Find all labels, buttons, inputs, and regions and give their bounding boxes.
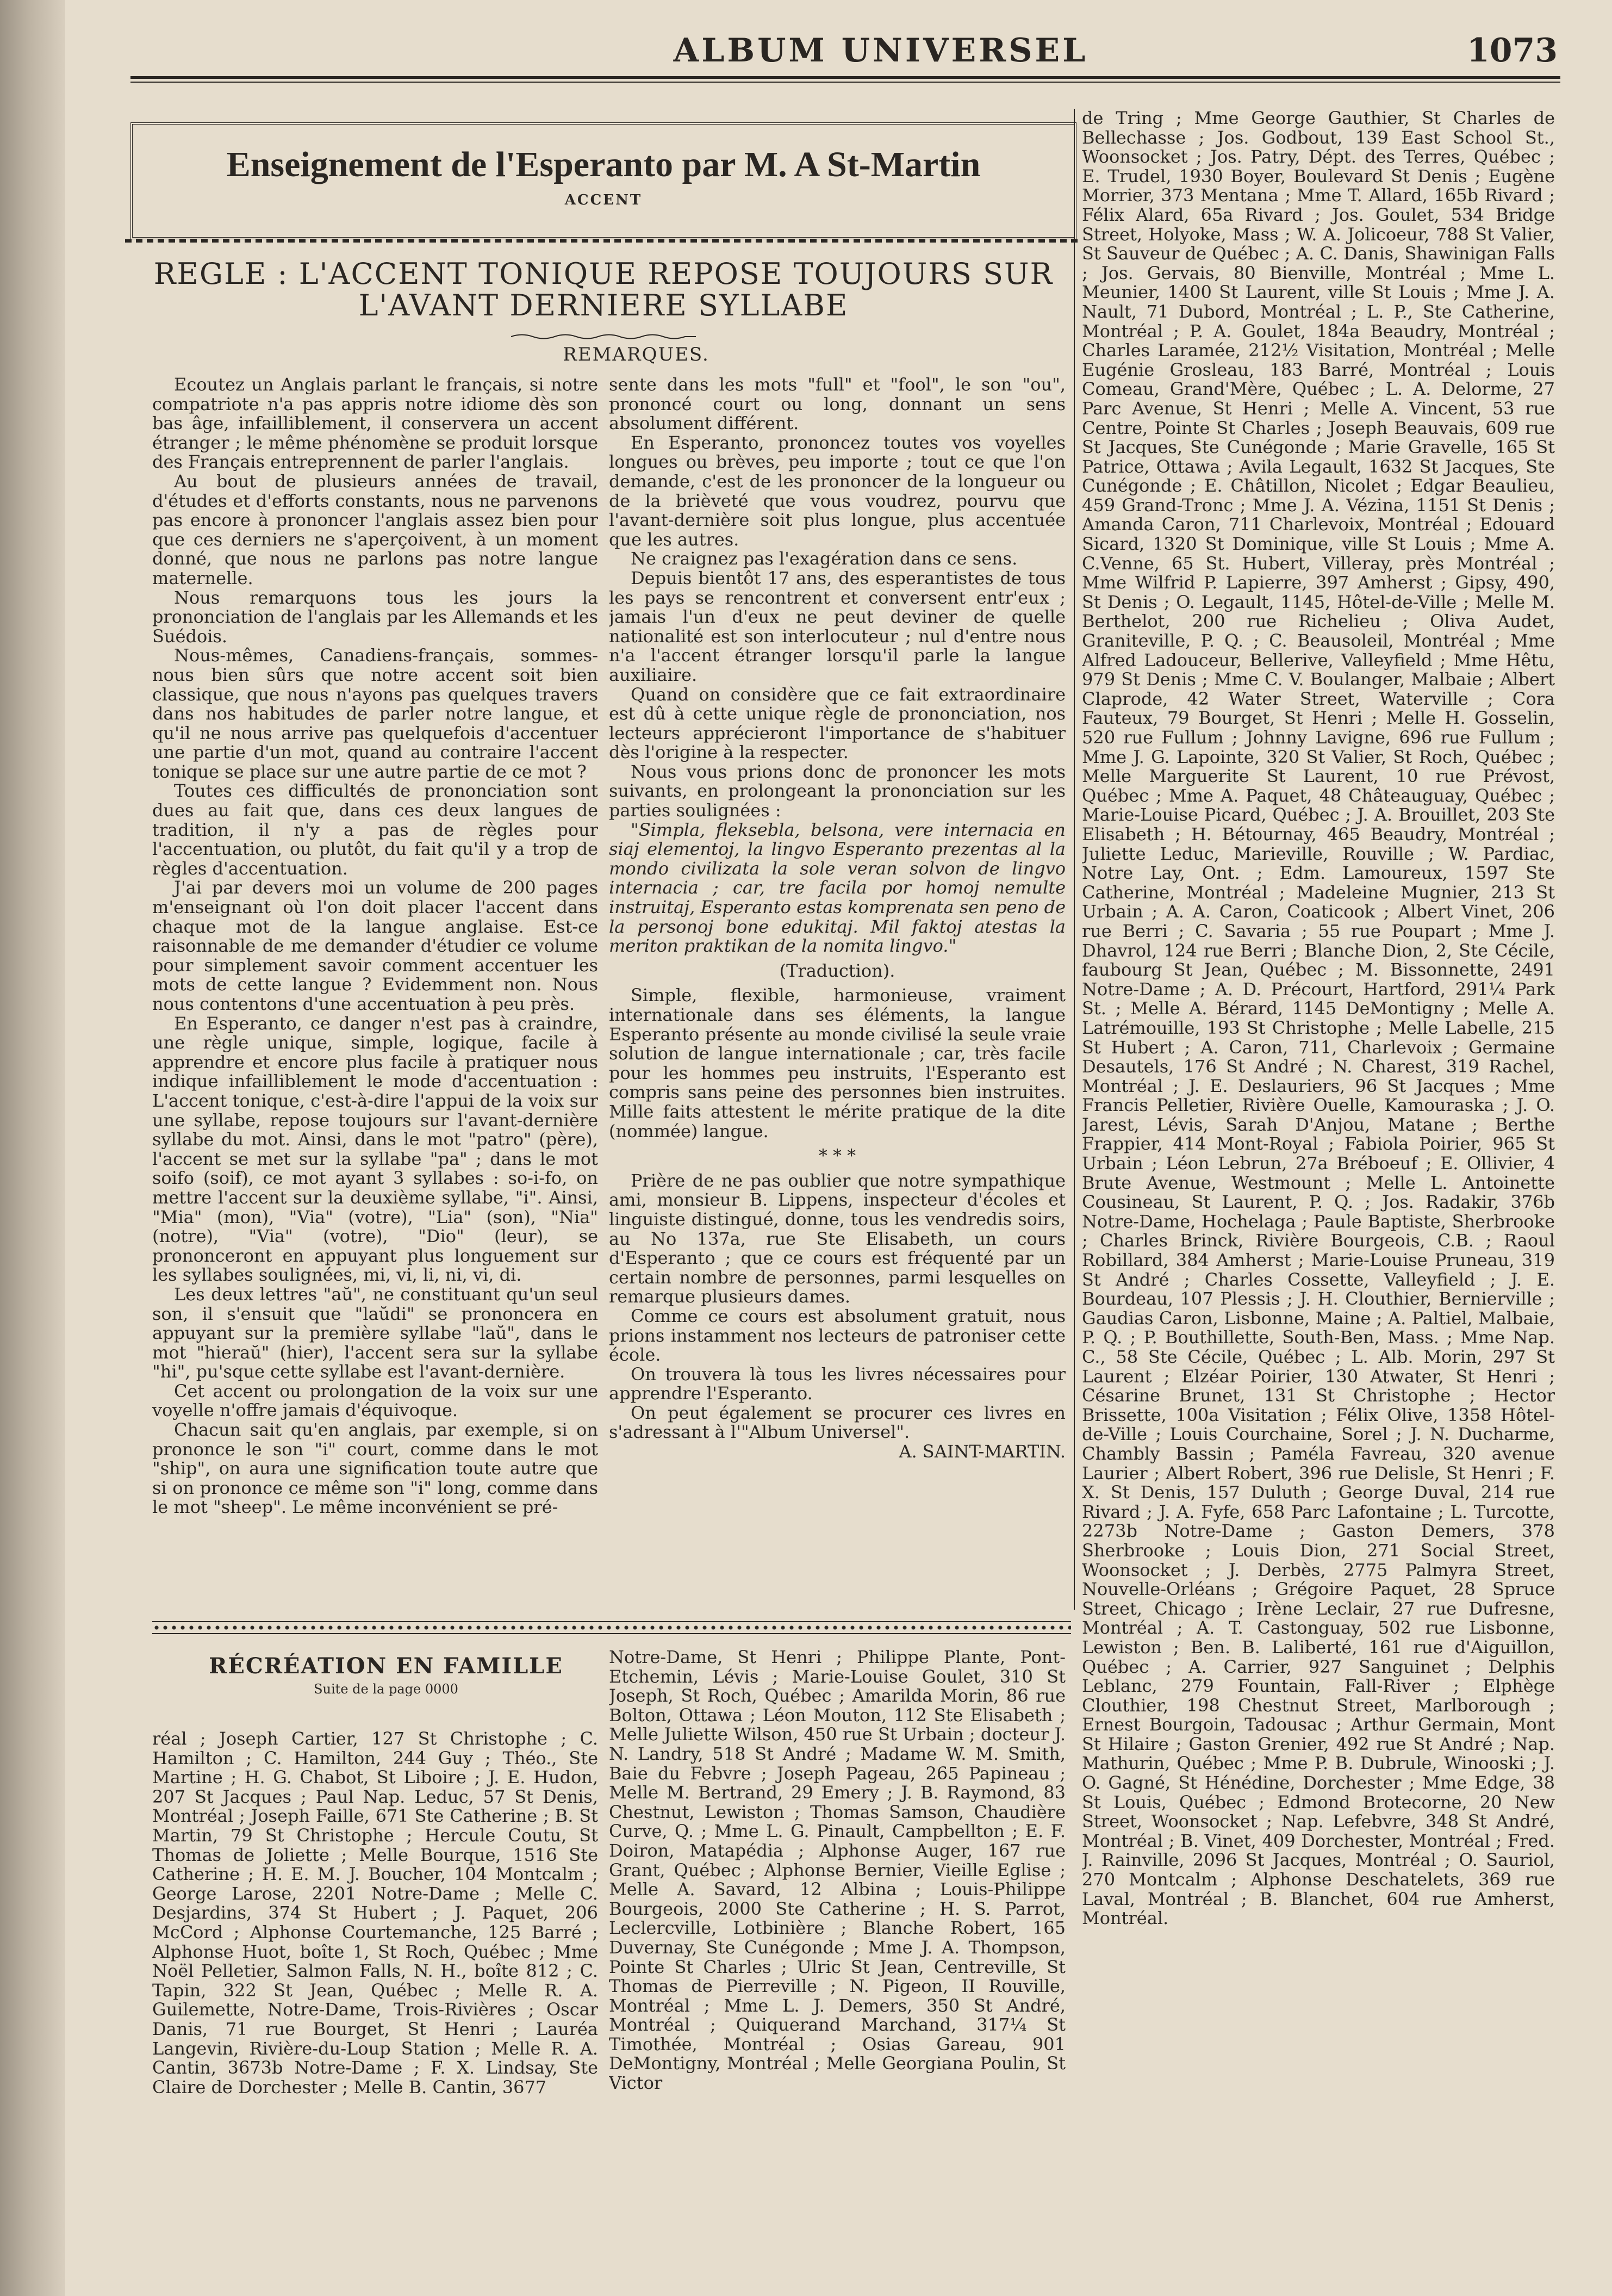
header-rule-thin (130, 82, 1560, 83)
section-divider (152, 1623, 1071, 1632)
name-list: réal ; Joseph Cartier, 127 St Christophe ; C. Hamilton ; C. Hamilton, 244 Guy ; Théo., Ste Martine ; H. G. Chabot, St Liboire ; J. E. Hudon, 207 St Jacques ; Paul Nap. Leduc, 57 St Denis, Montréal ; Joseph Faille, 671 Ste Catherine ; B. St Martin, 79 St Christophe ; Hercule Coutu, St Thomas de Joliette ; Melle Bourque, 1516 Ste Catherine ; H. E. M. J. Boucher, 104 Montcalm ; George Larose, 2201 Notre-Dame ; Melle C. Desjardins, 374 St Hubert ; J. Paquet, 206 McCord ; Alphonse Courtemanche, 125 Barré ; Alphonse Huot, boîte 1, St Roch, Québec ; Mme Noël Pelletier, Salmon Falls, N. H., boîte 812 ; C. Tapin, 322 St Jean, Québec ; Melle R. A. Guilemette, Notre-Dame, Trois-Rivières ; Oscar Danis, 71 rue Bourget, St Henri ; Lauréa Langevin, Rivière-du-Loup Station ; Melle R. A. Cantin, 3673b Notre-Dame ; F. X. Lindsay, Ste Claire de Dorchester ; Melle B. Cantin, 3677 (152, 1729, 598, 2098)
article-column-2 (609, 375, 1066, 1610)
paragraph: On trouvera là tous les livres nécessaires pour apprendre l'Esperanto. (609, 1363, 1066, 1404)
recreation-title: RÉCRÉATION EN FAMILLE (209, 1653, 563, 1679)
paragraph: Prière de ne pas oublier que notre sympathique ami, monsieur B. Lippens, inspecteur d'écoles et linguiste distingué, donne, tous les vendredis soirs, au No 137a, rue Ste Elisabeth, un cours d'Esperanto ; que ce cours est fréquenté par un certain nombre de personnes, parmi lesquelles on remarque plusieurs dames. (609, 1170, 1066, 1307)
article-title: Enseignement de l'Esperanto par M. A St-Martin (226, 145, 981, 184)
section-stars: * * * (818, 1145, 856, 1166)
name-list: Notre-Dame, St Henri ; Philippe Plante, Pont-Etchemin, Lévis ; Marie-Louise Goulet, 310 St Joseph, St Roch, Québec ; Amarilda Morin, 86 rue Bolton, Ottawa ; Léon Mouton, 112 Ste Elisabeth ; Melle Juliette Wilson, 450 rue St Urbain ; docteur J. N. Landry, 518 St André ; Madame W. M. Smith, Baie du Febvre ; Joseph Pageau, 265 Papineau ; Melle M. Bertrand, 29 Emery ; J. B. Raymond, 83 Chestnut, Lewiston ; Thomas Samson, Chaudière Curve, Q. ; Mme L. G. Pinault, Campbellton ; E. F. Doiron, Matapédia ; Alphonse Auger, 167 rue Grant, Québec ; Alphonse Bernier, Vieille Eglise ; Melle A. Savard, 12 Albina ; Louis-Philippe Bourgeois, 2000 Ste Catherine ; H. S. Parrot, Leclercville, Lotbinière ; Blanche Robert, 165 Duvernay, Ste Cunégonde ; Mme J. A. Thompson, Pointe St Charles ; Ulric St Jean, Centreville, St Thomas de Pierreville ; N. Pigeon, II Rouville, Montréal ; Mme L. J. Demers, 350 St André, Montréal ; Quiquerand Marchand, 317¼ St Timothée, Montréal ; Osias Gareau, 901 DeMontigny, Montréal ; Melle Georgiana Poulin, St Victor (609, 1648, 1066, 2094)
article-subtitle: ACCENT (564, 192, 643, 208)
article-title-box (130, 122, 1076, 239)
rule-heading-line2: L'AVANT DERNIERE SYLLABE (358, 288, 849, 322)
page-number: 1073 (1467, 32, 1558, 70)
binding-gutter (0, 0, 65, 2296)
paragraph: Les deux lettres "aŭ", ne constituant qu'un seul son, il s'ensuit que "laŭdi" se prononcera en appuyant sur la première syllabe "laŭ", dans le mot "hieraŭ" (hier), l'accent sera sur la syllabe "hi", pu'sque cette syllabe est l'avant-dernière. (152, 1283, 598, 1382)
names-column-left (152, 1729, 598, 2143)
paragraph: Nous-mêmes, Canadiens-français, sommes-nous bien sûrs que notre accent soit bien classique, que nous n'ayons pas quelques travers dans nos habitudes de parler notre langue, et qu'il ne nous arrive pas quelquefois d'accentuer une partie d'un mot, quand au contraire l'accent tonique se place sur une autre partie de ce mot ? (152, 645, 598, 782)
paragraph: Quand on considère que ce fait extraordinaire est dû à cette unique règle de prononciation, nos lecteurs apprécieront l'importance de s'habituer dès l'origine à la respecter. (609, 684, 1066, 763)
rule-heading-line1: REGLE : L'ACCENT TONIQUE REPOSE TOUJOURS SUR (153, 257, 1054, 291)
flourish-ornament (511, 333, 696, 340)
paragraph: Simple, flexible, harmonieuse, vraiment internationale dans ses éléments, la langue Esperanto présente au monde civilisé la seule vraie solution de langue internationale ; car, très facile pour les hommes peu instruits, l'Esperanto est compris sans peine des personnes bien instruites. Mille faits attestent le mérite pratique de la dite (nommée) langue. (609, 985, 1066, 1141)
esperanto-quote: "Simpla, fleksebla, belsona, vere internacia en siaj elementoj, la lingvo Esperanto prezentas al la mondo civilizata la sole veran solvon de lingvo internacia ; car, tre facila por homoj nemulte instruitaj, Esperanto estas komprenata sen peno de la personoj bone edukitaj. Mil faktoj atestas la meriton praktikan de la nomita lingvo." (609, 819, 1066, 957)
column-rule (1074, 109, 1075, 1610)
translation-label: (Traduction). (779, 960, 895, 981)
rule-heading (130, 258, 1076, 321)
header-rule (130, 76, 1560, 79)
paragraph: Nous remarquons tous les jours la prononciation de l'anglais par les Allemands et les Suédois. (152, 587, 598, 647)
paragraph: Ecoutez un Anglais parlant le français, si notre compatriote n'a pas appris notre idiome dès son bas âge, infailliblement, il conservera un accent étranger ; le même phénomène se produit lorsque des Français entreprennent de parler l'anglais. (152, 375, 598, 473)
paragraph: Ne craignez pas l'exagération dans ce sens. (631, 548, 1018, 569)
paragraph: En Esperanto, prononcez toutes vos voyelles longues ou brèves, peu importe ; tout ce que l'on demande, c'est de les prononcer de la longueur ou de la brièveté que vous voudrez, pourvu que l'avant-dernière soit plus longue, plus accentuée que les autres. (609, 432, 1066, 550)
remarks-heading: REMARQUES. (563, 344, 709, 365)
names-column-middle (609, 1648, 1066, 2143)
recreation-subtitle: Suite de la page 0000 (314, 1681, 458, 1697)
newspaper-page (65, 0, 1612, 2296)
names-column-right (1082, 109, 1555, 2143)
author-signature: A. SAINT-MARTIN. (899, 1441, 1066, 1462)
paragraph: Chacun sait qu'en anglais, par exemple, si on prononce le son "i" court, comme dans le mot "ship", on aura une signification toute autre que si on prononce ce même son "i" long, comme dans le mot "sheep". Le même inconvénient se pré- (152, 1419, 598, 1518)
paragraph: Nous vous prions donc de prononcer les mots suivants, en prolongeant la prononciation sur les parties soulignées : (609, 761, 1066, 821)
paragraph: Cet accent ou prolongation de la voix sur une voyelle n'offre jamais d'équivoque. (152, 1380, 598, 1421)
title-ornament (125, 239, 1082, 243)
paragraph: En Esperanto, ce danger n'est pas à craindre, une règle unique, simple, logique, facile à apprendre et encore plus facile à pratiquer nous indique infailliblement le mode d'accentuation : L'accent tonique, c'est-à-dire l'appui de la voix sur une syllabe, repose toujours sur l'avant-dernière syllabe du mot. Ainsi, dans le mot "patro" (père), l'accent se met sur la syllabe "pa" ; dans le mot soifo (soif), ce mot ayant 3 syllabes : so-i-fo, on mettre l'accent sur la deuxième syllabe, "i". Ainsi, "Mia" (mon), "Via" (votre), "Lia" (son), "Nia" (notre), "Via" (votre), "Dio" (leur), se prononceront en appuyant plus longuement sur les syllabes soulignées, mi, vi, li, ni, vi, di. (152, 1013, 598, 1286)
running-head: ALBUM UNIVERSEL (673, 32, 1088, 70)
paragraph: On peut également se procurer ces livres en s'adressant à l'"Album Universel". (609, 1402, 1066, 1443)
paragraph: Toutes ces difficultés de prononciation sont dues au fait que, dans ces deux langues de tradition, il n'y a pas de règles pour l'accentuation, ou plutôt, du fait qu'il y a trop de règles d'accentuation. (152, 780, 598, 879)
paragraph: Comme ce cours est absolument gratuit, nous prions instamment nos lecteurs de patroniser cette école. (609, 1305, 1066, 1366)
paragraph: J'ai par devers moi un volume de 200 pages m'enseignant où l'on doit placer l'accent dans chaque mot de la langue anglaise. Est-ce raisonnable de me demander d'étudier ce volume pour simplement savoir comment accentuer les mots de cette langue ? Evidemment non. Nous nous contentons d'une accentuation à peu près. (152, 877, 598, 1014)
paragraph: sente dans les mots "full" et "fool", le son "ou", prononcé court ou long, donnant un sens absolument différent. (609, 375, 1066, 434)
paragraph: Au bout de plusieurs années de travail, d'études et d'efforts constants, nous ne parvenons pas encore à prononcer l'anglais assez bien pour que ces derniers ne s'aperçoivent, à un moment donné, que nous ne parlons pas notre langue maternelle. (152, 470, 598, 588)
paragraph: Depuis bientôt 17 ans, des esperantistes de tous les pays se rencontrent et conversent entr'eux ; jamais l'un d'eux ne peut deviner de quelle nationalité est son interlocuteur ; nul d'entre nous n'a l'accent étranger lorsqu'il parle la langue auxiliaire. (609, 567, 1066, 685)
article-column-1 (152, 375, 598, 1610)
name-list: de Tring ; Mme George Gauthier, St Charles de Bellechasse ; Jos. Godbout, 139 East School St., Woonsocket ; Jos. Patry, Dépt. des Terres, Québec ; E. Trudel, 1930 Boyer, Boulevard St Denis ; Eugène Morrier, 373 Mentana ; Mme T. Allard, 165b Rivard ; Félix Alard, 65a Rivard ; Jos. Goulet, 534 Bridge Street, Holyoke, Mass ; W. A. Jolicoeur, 788 St Valier, St Sauveur de Québec ; A. C. Danis, Shawinigan Falls ; Jos. Gervais, 80 Bienville, Montréal ; Mme L. Meunier, 1400 St Laurent, ville St Louis ; Mme J. A. Nault, 71 Dubord, Montréal ; L. P., Ste Catherine, Montréal ; P. A. Goulet, 184a Beaudry, Montréal ; Charles Laramée, 212½ Visitation, Montréal ; Melle Eugénie Grosleau, 183 Barré, Montréal ; Louis Comeau, Grand'Mère, Québec ; L. A. Delorme, 27 Parc Avenue, St Henri ; Melle A. Vincent, 53 rue Centre, Pointe St Charles ; Joseph Beauvais, 609 rue St Jacques, Ste Cunégonde ; Marie Gravelle, 165 St Patrice, Ottawa ; Avila Legault, 1632 St Jacques, Ste Cunégonde ; E. Châtillon, Nicolet ; Edgar Beaulieu, 459 Grand-Tronc ; Mme J. A. Vézina, 1151 St Denis ; Amanda Caron, 711 Charlevoix, Montréal ; Edouard Sicard, 1320 St Dominique, ville St Louis ; Mme A. C.Venne, 65 St. Hubert, Villeray, près Montréal ; Mme Wilfrid P. Lapierre, 397 Amherst ; Gipsy, 490, St Denis ; O. Legault, 1145, Hôtel-de-Ville ; Melle M. Berthelot, 200 rue Richelieu ; Oliva Audet, Graniteville, P. Q. ; C. Beausoleil, Montréal ; Mme Alfred Ladouceur, Bellerive, Valleyfield ; Mme Hêtu, 979 St Denis ; Mme C. V. Boulanger, Malbaie ; Albert Claprode, 42 Water Street, Waterville ; Cora Fauteux, 79 Bourget, St Henri ; Melle H. Gosselin, 520 rue Fullum ; Johnny Lavigne, 696 rue Fullum ; Mme J. G. Lapointe, 320 St Valier, St Roch, Québec ; Melle Marguerite St Laurent, 10 rue Prévost, Québec ; Mme A. Paquet, 48 Châteauguay, Québec ; Marie-Louise Picard, Québec ; J. A. Brouillet, 203 Ste Elisabeth ; H. Bétournay, 465 Beaudry, Montréal ; Juliette Leduc, Marieville, Rouville ; W. Pardiac, Notre Lay, Ont. ; Edm. Lamoureux, 1597 Ste Catherine, Montréal ; Madeleine Mugnier, 213 St Urbain ; A. A. Caron, Coaticook ; Albert Vinet, 206 rue Berri ; C. Savaria ; 55 rue Poupart ; Mme J. Dhavrol, 124 rue Berri ; Blanche Dion, 2, Ste Cécile, faubourg St Jean, Québec ; M. Bissonnette, 2491 Notre-Dame ; A. D. Précourt, Hartford, 291¼ Park St. ; Melle A. Bérard, 1145 DeMontigny ; Melle A. Latrémouille, 193 St Christophe ; Melle Labelle, 215 St Hubert ; A. Caron, 711, Charlevoix ; Germaine Desautels, 176 St André ; N. Charest, 319 Rachel, Montréal ; J. E. Deslauriers, 96 St Jacques ; Mme Francis Pelletier, Rivière Ouelle, Kamouraska ; J. O. Jarest, Lévis, Sarah D'Anjou, Matane ; Berthe Frappier, 414 Mont-Royal ; Fabiola Poirier, 965 St Urbain ; Léon Lebrun, 27a Bréboeuf ; E. Ollivier, 4 Brute Avenue, Westmount ; Melle L. Antoinette Cousineau, St Laurent, P. Q. ; Jos. Radakir, 376b Notre-Dame, Hochelaga ; Paule Baptiste, Sherbrooke ; Charles Brinck, Rivière Bourgeois, C.B. ; Raoul Robillard, 384 Amherst ; Marie-Louise Pruneau, 319 St André ; Charles Cossette, Valleyfield ; J. E. Bourdeau, 107 Plessis ; J. H. Clouthier, Bernierville ; Gaudias Caron, Lisbonne, Maine ; A. Paltiel, Malbaie, P. Q. ; P. Bouthillette, South-Ben, Mass. ; Mme Nap. C., 58 Ste Cécile, Québec ; L. Alb. Morin, 297 St Laurent ; Elzéar Poirier, 130 Atwater, St Henri ; Césarine Brunet, 131 St Christophe ; Hector Brissette, 100a Visitation ; Félix Olive, 1358 Hôtel-de-Ville ; Louis Courchaine, Sorel ; J. N. Ducharme, Chambly Bassin ; Paméla Favreau, 320 avenue Laurier ; Albert Robert, 396 rue Delisle, St Henri ; F. X. St Denis, 157 Duluth ; George Duval, 214 rue Rivard ; J. A. Fyfe, 658 Parc Lafontaine ; L. Turcotte, 2273b Notre-Dame ; Gaston Demers, 378 Sherbrooke ; Louis Dion, 271 Social Street, Woonsocket ; J. Derbès, 2775 Palmyra Street, Nouvelle-Orléans ; Grégoire Paquet, 28 Spruce Street, Chicago ; Irène Leclair, 27 rue Dufresne, Montréal ; A. T. Castonguay, 502 rue Lisbonne, Lewiston ; Ben. B. Laliberté, 161 rue d'Aiguillon, Québec ; A. Carrier, 927 Sanguinet ; Delphis Leblanc, 279 Fountain, Fall-River ; Elphège Clouthier, 198 Chestnut Street, Marlborough ; Ernest Bourgoin, Tadousac ; Arthur Germain, Mont St Hilaire ; Gaston Grenier, 492 rue St André ; Nap. Mathurin, Québec ; Mme P. B. Dubrule, Winooski ; J. O. Gagné, St Hénédine, Dorchester ; Mme Edge, 38 St Louis, Québec ; Edmond Brotecorne, 20 New Street, Woonsocket ; Nap. Lefebvre, 348 St André, Montréal ; B. Vinet, 409 Dorchester, Montréal ; Fred. J. Rainville, 2096 St Jacques, Montréal ; O. Sauriol, 270 Montcalm ; Alphonse Deschatelets, 369 rue Laval, Montréal ; B. Blanchet, 604 rue Amherst, Montréal. (1082, 109, 1555, 1929)
